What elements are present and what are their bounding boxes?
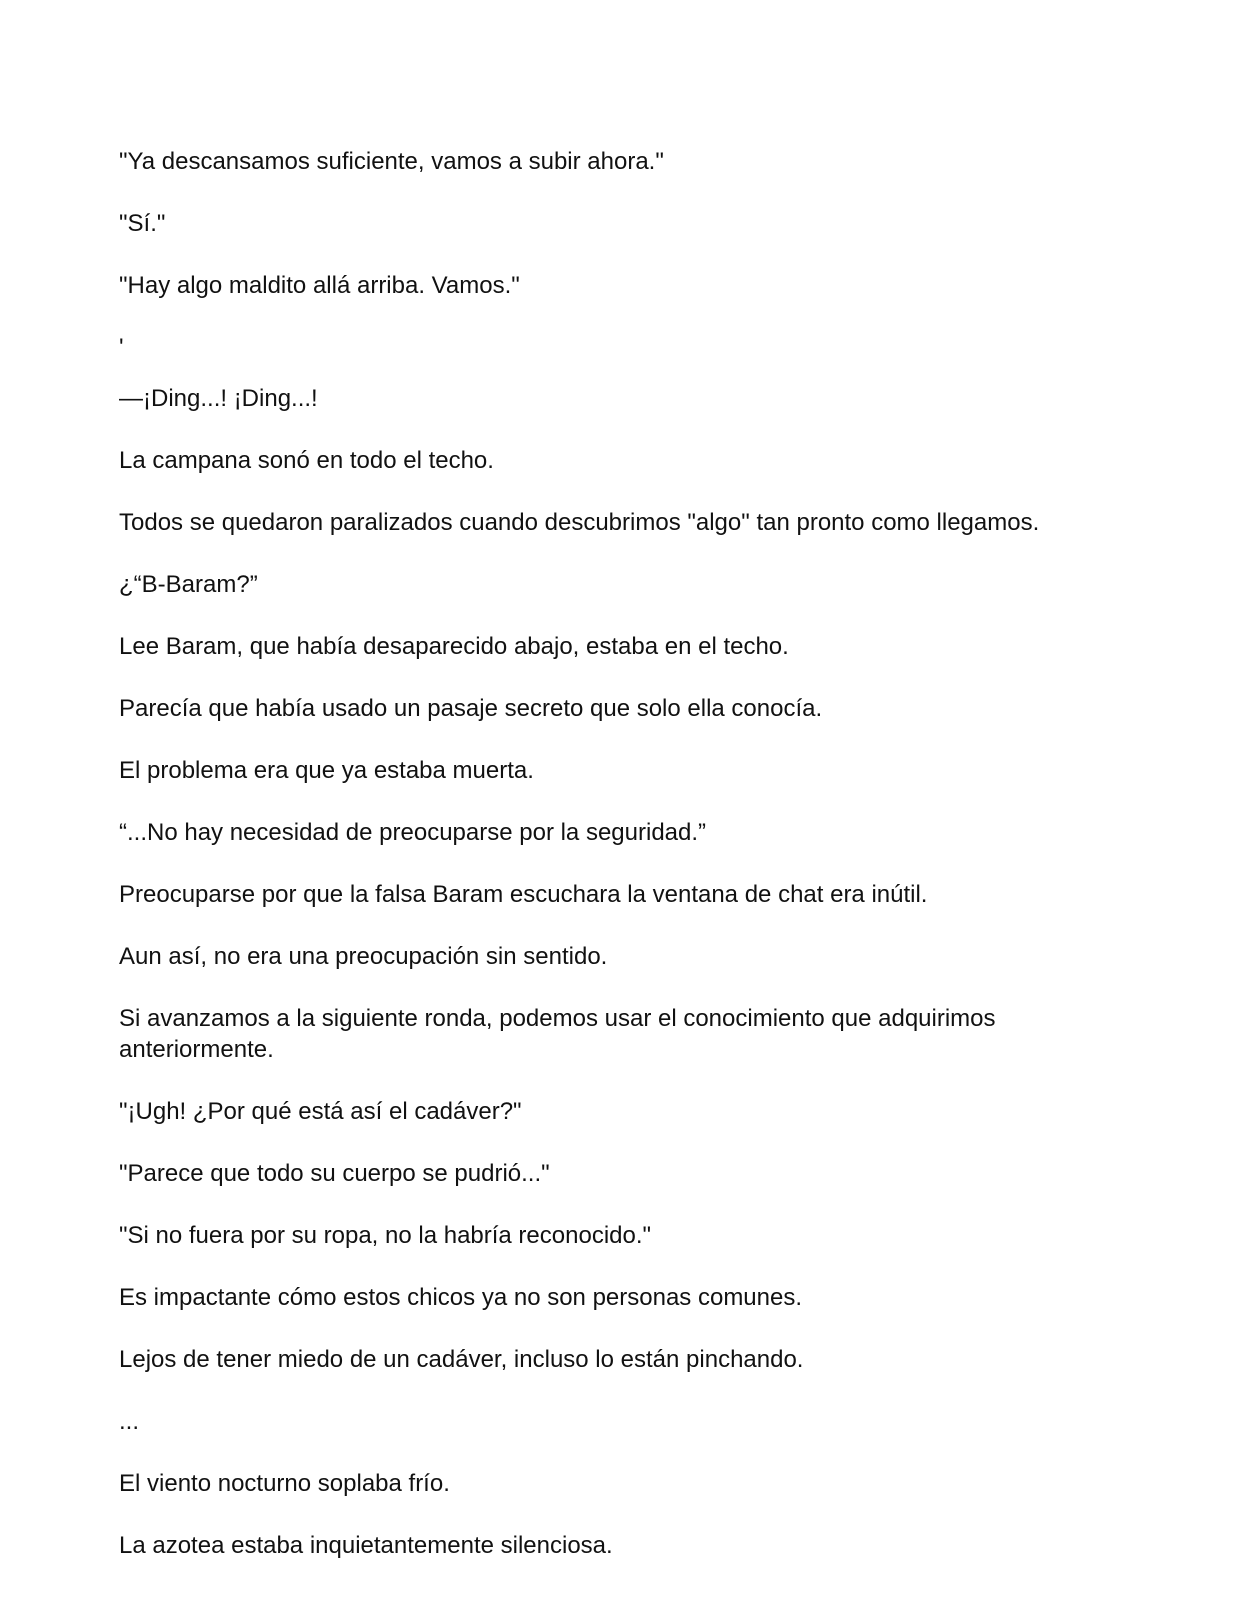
paragraph: “...No hay necesidad de preocuparse por la seguridad.” [119, 819, 707, 846]
paragraph: "¡Ugh! ¿Por qué está así el cadáver?" [119, 1098, 522, 1125]
paragraph: El problema era que ya estaba muerta. [119, 757, 534, 784]
paragraph: —¡Ding...! ¡Ding...! [119, 385, 318, 412]
paragraph: Lejos de tener miedo de un cadáver, incluso lo están pinchando. [119, 1346, 804, 1373]
paragraph: ... [119, 1408, 140, 1435]
text-column [119, 146, 1129, 1592]
paragraph: "Si no fuera por su ropa, no la habría reconocido." [119, 1222, 652, 1249]
paragraph: "Parece que todo su cuerpo se pudrió..." [119, 1160, 550, 1187]
paragraph: El viento nocturno soplaba frío. [119, 1470, 450, 1497]
paragraph: Es impactante cómo estos chicos ya no son personas comunes. [119, 1284, 803, 1311]
paragraph: "Sí." [119, 210, 166, 237]
paragraph: La azotea estaba inquietantemente silenciosa. [119, 1532, 613, 1559]
paragraph: "Ya descansamos suficiente, vamos a subir ahora." [119, 148, 664, 175]
paragraph: Preocuparse por que la falsa Baram escuchara la ventana de chat era inútil. [119, 881, 928, 908]
paragraph: Parecía que había usado un pasaje secreto que solo ella conocía. [119, 695, 823, 722]
paragraph: ¿“B-Baram?” [119, 571, 258, 598]
paragraph: "Hay algo maldito allá arriba. Vamos." [119, 272, 520, 299]
paragraph: Si avanzamos a la siguiente ronda, podemos usar el conocimiento que adquirimos anteriormente. [119, 1005, 1003, 1063]
paragraph: ' [119, 334, 124, 361]
paragraph: La campana sonó en todo el techo. [119, 447, 494, 474]
paragraph: Aun así, no era una preocupación sin sentido. [119, 943, 608, 970]
paragraph: Lee Baram, que había desaparecido abajo, estaba en el techo. [119, 633, 789, 660]
paragraph: Todos se quedaron paralizados cuando descubrimos "algo" tan pronto como llegamos. [119, 509, 1040, 536]
